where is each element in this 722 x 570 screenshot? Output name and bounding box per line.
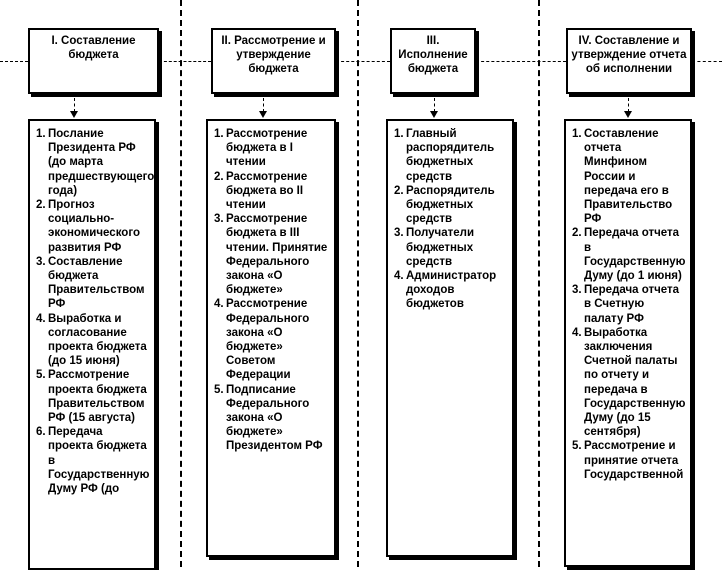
list-item: 2. Рассмотрение бюджета во II чтении bbox=[214, 170, 308, 212]
stage-1-title: I. Составление бюджета bbox=[51, 35, 136, 61]
connector-line bbox=[0, 61, 28, 62]
connector-line bbox=[476, 61, 566, 62]
list-item: 1. Составление отчета Минфином России и передача его в Правительство РФ bbox=[572, 128, 673, 226]
stage-1-header bbox=[28, 28, 159, 94]
list-item: 3. Передача отчета в Счетную палату РФ bbox=[572, 284, 680, 325]
list-item: 3. Рассмотрение бюджета в III чтении. Принятие Федерального закона «О бюджете» bbox=[214, 213, 328, 297]
connector-arrow-line bbox=[263, 98, 264, 112]
arrow-down-icon bbox=[259, 111, 267, 118]
list-item: 4. Выработка заключения Счетной палаты по отчету и передача в Государственную Думу (до 15 сентября) bbox=[572, 326, 686, 439]
stage-2-title: II. Рассмотрение и утверждение бюджета bbox=[221, 35, 326, 75]
list-item: 4. Администратор доходов бюджетов bbox=[394, 270, 497, 311]
list-item: 2. Передача отчета в Государственную Думу (до 1 июня) bbox=[572, 227, 686, 283]
stage-4-title: IV. Составление и утверждение отчета об исполнении bbox=[571, 35, 687, 75]
connector-line bbox=[692, 61, 722, 62]
stage-2-header bbox=[211, 28, 336, 94]
list-item: 5. Рассмотрение и принятие отчета Государственной bbox=[572, 440, 684, 481]
list-item: 1. Послание Президента РФ (до марта предшествующего года) bbox=[36, 128, 155, 197]
column-separator bbox=[357, 0, 359, 567]
stage-3-steps bbox=[386, 119, 514, 557]
list-item: 2. Прогноз социально-экономического развития РФ bbox=[36, 199, 140, 254]
column-separator bbox=[538, 0, 540, 567]
connector-line bbox=[336, 61, 390, 62]
stage-2-steps bbox=[206, 119, 336, 557]
list-item: 5. Рассмотрение проекта бюджета Правительством РФ (15 августа) bbox=[36, 369, 147, 425]
arrow-down-icon bbox=[624, 111, 632, 118]
connector-arrow-line bbox=[434, 98, 435, 112]
arrow-down-icon bbox=[430, 111, 438, 118]
list-item: 3. Составление бюджета Правительством РФ bbox=[36, 255, 145, 311]
connector-line bbox=[159, 61, 211, 62]
list-item: 3. Получатели бюджетных средств bbox=[394, 227, 475, 268]
list-item: 1. Главный распорядитель бюджетных средств bbox=[394, 128, 495, 183]
arrow-down-icon bbox=[70, 111, 78, 118]
stage-3-header bbox=[390, 28, 476, 94]
list-item: 2. Распорядитель бюджетных средств bbox=[394, 184, 495, 226]
connector-arrow-line bbox=[74, 98, 75, 112]
stage-4-header bbox=[566, 28, 692, 94]
list-item: 1. Рассмотрение бюджета в I чтении bbox=[214, 128, 308, 169]
column-separator bbox=[180, 0, 182, 567]
stage-3-title: III. Исполнение бюджета bbox=[398, 35, 468, 75]
list-item: 5. Подписание Федерального закона «О бюджете» Президентом РФ bbox=[214, 383, 323, 453]
list-item: 6. Передача проекта бюджета в Государственную Думу РФ (до bbox=[36, 426, 150, 496]
list-item: 4. Рассмотрение Федерального закона «О бюджете» Советом Федерации bbox=[214, 298, 310, 382]
stage-4-steps bbox=[564, 119, 692, 567]
connector-arrow-line bbox=[628, 98, 629, 112]
list-item: 4. Выработка и согласование проекта бюджета (до 15 июня) bbox=[36, 312, 147, 368]
stage-1-steps bbox=[28, 119, 156, 570]
